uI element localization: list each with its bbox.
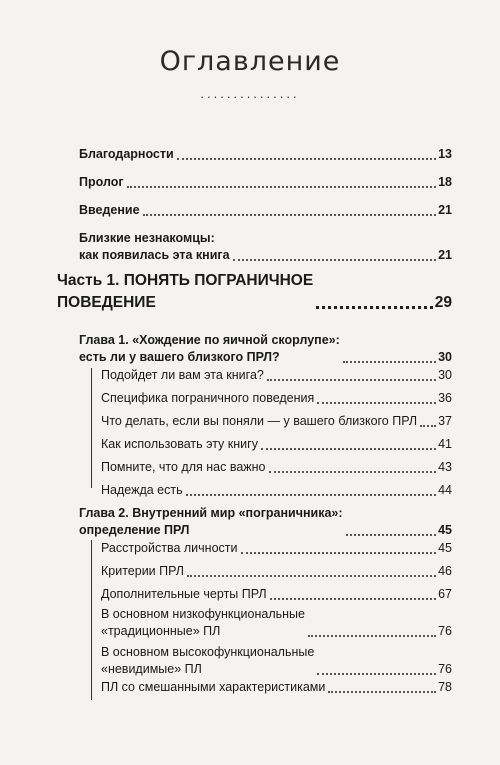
- toc-section-page: 36: [438, 391, 452, 405]
- toc-entry[interactable]: [79, 230, 452, 264]
- toc-section-entry[interactable]: [101, 436, 452, 453]
- toc-section-title: Помните, что для нас важно: [101, 460, 266, 474]
- toc-chapter-entry[interactable]: [79, 505, 452, 539]
- leader-dots: [270, 597, 437, 600]
- toc-entry-page: 21: [438, 203, 452, 217]
- toc-section-entry[interactable]: [101, 586, 452, 603]
- toc-section-title: Надежда есть: [101, 483, 183, 497]
- leader-dots: [143, 213, 437, 216]
- toc-section-page: 44: [438, 483, 452, 497]
- toc-section-title: ПЛ со смешанными характеристиками: [101, 680, 326, 694]
- toc-section-page: 67: [438, 587, 452, 601]
- toc-section-title: Как использовать эту книгу: [101, 437, 258, 451]
- toc-chapter-page: 45: [438, 523, 452, 537]
- toc-entry-page: 18: [438, 175, 452, 189]
- toc-section-entry[interactable]: [101, 413, 452, 430]
- leader-dots: [233, 258, 437, 261]
- chapter-2-rule: [91, 540, 92, 700]
- leader-dots: [346, 533, 437, 536]
- leader-dots: [267, 378, 436, 381]
- leader-dots: [187, 574, 436, 577]
- toc-entry-title: Пролог: [79, 175, 124, 189]
- toc-section-page: 45: [438, 541, 452, 555]
- toc-section-entry[interactable]: [101, 679, 452, 696]
- toc-section-entry[interactable]: [101, 563, 452, 580]
- toc-section-title: Что делать, если вы поняли — у вашего близкого ПРЛ: [101, 414, 418, 428]
- toc-section-entry[interactable]: [101, 367, 452, 384]
- toc-section-page: 76: [438, 624, 452, 638]
- leader-dots: [261, 447, 436, 450]
- toc-entry-page: 13: [438, 147, 452, 161]
- toc-section-title: В основном высокофункциональные «невидимые» ПЛ: [101, 645, 315, 676]
- leader-dots: [316, 305, 433, 309]
- leader-dots: [328, 690, 436, 693]
- toc-part-title: Часть 1. ПОНЯТЬ ПОГРАНИЧНОЕ ПОВЕДЕНИЕ: [57, 272, 314, 311]
- toc-section-title: Подойдет ли вам эта книга?: [101, 368, 264, 382]
- toc-chapter-page: 30: [438, 350, 452, 364]
- toc-section-title: Расстройства личности: [101, 541, 238, 555]
- toc-entry-title: Введение: [79, 203, 140, 217]
- toc-section-entry[interactable]: [101, 606, 452, 640]
- leader-dots: [127, 185, 437, 188]
- toc-section-title: Специфика пограничного поведения: [101, 391, 315, 405]
- toc-section-title: Дополнительные черты ПРЛ: [101, 587, 267, 601]
- title-underline-dots: ...............: [200, 86, 300, 101]
- leader-dots: [420, 424, 436, 427]
- page-title: Оглавление: [159, 46, 341, 77]
- toc-chapter-entry[interactable]: [79, 332, 452, 366]
- toc-chapter-title: Глава 2. Внутренний мир «пограничника»: определение ПРЛ: [79, 506, 343, 537]
- toc-entry-title: Благодарности: [79, 147, 174, 161]
- toc-section-title: В основном низкофункциональные «традиционные» ПЛ: [101, 607, 305, 638]
- toc-section-entry[interactable]: [101, 644, 452, 678]
- toc-section-page: 78: [438, 680, 452, 694]
- leader-dots: [308, 634, 436, 637]
- toc-section-page: 76: [438, 662, 452, 676]
- toc-part-entry[interactable]: [57, 270, 452, 314]
- leader-dots: [186, 493, 436, 496]
- toc-section-entry[interactable]: [101, 390, 452, 407]
- toc-part-page: 29: [434, 294, 452, 311]
- toc-chapter-title: Глава 1. «Хождение по яичной скорлупе»: есть ли у вашего близкого ПРЛ?: [79, 333, 340, 364]
- toc-entry[interactable]: [79, 202, 452, 219]
- leader-dots: [343, 360, 436, 363]
- leader-dots: [317, 672, 436, 675]
- leader-dots: [241, 551, 437, 554]
- leader-dots: [177, 157, 436, 160]
- toc-entry[interactable]: [79, 146, 452, 163]
- toc-section-entry[interactable]: [101, 540, 452, 557]
- toc-section-page: 37: [438, 414, 452, 428]
- toc-entry-title: Близкие незнакомцы: как появилась эта книга: [79, 231, 230, 262]
- chapter-1-rule: [91, 368, 92, 488]
- toc-section-page: 43: [438, 460, 452, 474]
- toc-section-page: 46: [438, 564, 452, 578]
- toc-entry-page: 21: [438, 248, 452, 262]
- toc-section-title: Критерии ПРЛ: [101, 564, 184, 578]
- toc-section-page: 30: [438, 368, 452, 382]
- leader-dots: [317, 401, 436, 404]
- leader-dots: [269, 470, 437, 473]
- toc-section-entry[interactable]: [101, 482, 452, 499]
- toc-section-page: 41: [438, 437, 452, 451]
- toc-entry[interactable]: [79, 174, 452, 191]
- toc-section-entry[interactable]: [101, 459, 452, 476]
